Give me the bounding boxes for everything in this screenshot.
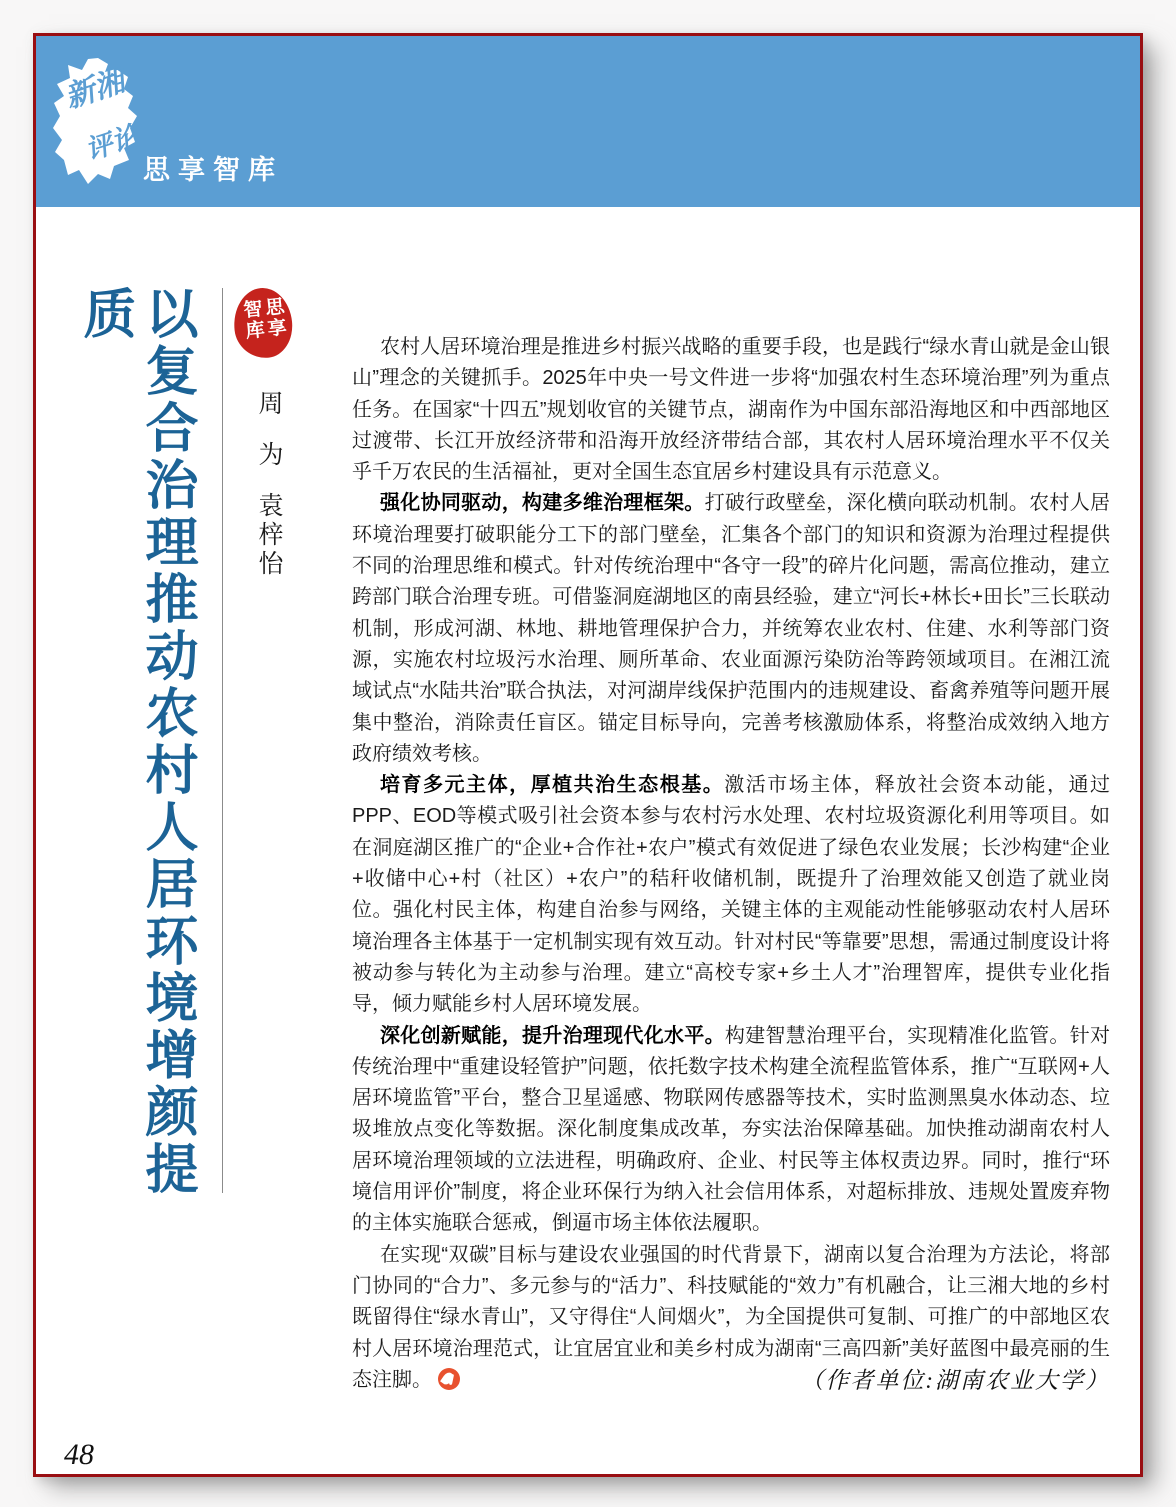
title-divider <box>222 288 223 1193</box>
brand-calligraphy-bottom: 评论 <box>81 120 143 166</box>
paragraph: 农村人居环境治理是推进乡村振兴战略的重要手段，也是践行“绿水青山就是金山银山”理念的关键抓手。2025年中央一号文件进一步将“加强农村生态环境治理”列为重点任务。在国家“十四五”规划收官的关键节点，湖南作为中国东部沿海地区和中西部地区过渡带、长江开放经济带和沿海开放经济带结合部，其农村人居环境治理水平不仅关乎千万农民的生活福祉，更对全国生态宜居乡村建设具有示范意义。 <box>352 336 1110 484</box>
page-number: 48 <box>64 1438 94 1471</box>
section-label: 思享智库 <box>143 155 283 185</box>
article-title: 以复合治理推动农村人居环境增颜提质 <box>76 286 197 1198</box>
author-name: 周 <box>255 390 282 419</box>
author-names <box>248 390 288 579</box>
author-name: 袁梓怡 <box>255 492 282 579</box>
paragraph-lead: 强化协同驱动，构建多维治理框架。 <box>380 492 705 515</box>
attribution: （作者单位:湖南农业大学） <box>800 1368 1110 1393</box>
article-body <box>352 332 1110 1396</box>
paragraph-lead: 培育多元主体，厚植共治生态根基。 <box>380 774 725 797</box>
paragraph: 在实现“双碳”目标与建设农业强国的时代背景下，湖南以复合治理为方法论，将部门协同的“合力”、多元参与的“活力”、科技赋能的“效力”有机融合，让三湘大地的乡村既留得住“绿水青山”，又守得住“人间烟火”，为全国提供可复制、可推广的中部地区农村人居环境治理范式，让宜居宜业和美乡村成为湖南“三高四新”美好蓝图中最亮丽的生态注脚。 <box>352 1243 1110 1391</box>
hunan-map-logo <box>50 56 146 188</box>
paragraph: 深化创新赋能，提升治理现代化水平。构建智慧治理平台，实现精准化监管。针对传统治理中“重建设轻管护”问题，依托数字技术构建全流程监管体系，推广“互联网+人居环境监管”平台，整合卫星遥感、物联网传感器等技术，实时监测黑臭水体动态、垃圾堆放点变化等数据。深化制度集成改革，夯实法治保障基础。加快推动湖南农村人居环境治理领域的立法进程，明确政府、企业、村民等主体权责边界。同时，推行“环境信用评价”制度，将企业环保行为纳入社会信用体系，对超标排放、违规处置废弃物的主体实施联合惩戒，倒逼市场主体依法履职。 <box>352 1024 1111 1235</box>
header-band <box>36 36 1140 207</box>
thinktank-seal-icon <box>231 285 296 361</box>
author-name: 为 <box>255 441 282 470</box>
paragraph: 强化协同驱动，构建多维治理框架。打破行政壁垒，深化横向联动机制。农村人居环境治理要打破职能分工下的部门壁垒，汇集各个部门的知识和资源为治理过程提供不同的治理思维和模式。针对传统治理中“各守一段”的碎片化问题，需高位推动，建立跨部门联合治理专班。可借鉴洞庭湖地区的南县经验，建立“河长+林长+田长”三长联动机制，形成河湖、林地、耕地管理保护合力，并统筹农业农村、住建、水利等部门资源，实施农村垃圾污水治理、厕所革命、农业面源污染防治等跨领域项目。在湘江流域试点“水陆共治”联合执法，对河湖岸线保护范围内的违规建设、畜禽养殖等问题开展集中整治，消除责任盲区。锚定目标导向，完善考核激励体系，将整治成效纳入地方政府绩效考核。 <box>352 492 1111 765</box>
brand-calligraphy-top: 新湘 <box>61 64 129 115</box>
paragraph: 培育多元主体，厚植共治生态根基。激活市场主体，释放社会资本动能，通过PPP、EOD等模式吸引社会资本参与农村污水处理、农村垃圾资源化利用等项目。如在洞庭湖区推广的“企业+合作社+农户”模式有效促进了绿色农业发展；长沙构建“企业+收储中心+村（社区）+农户”的秸秆收储机制，既提升了治理效能又创造了就业岗位。强化村民主体，构建自治参与网络，关键主体的主观能动性能够驱动农村人居环境治理各主体基于一定机制实现有效互动。针对村民“等靠要”思想，需通过制度设计将被动参与转化为主动参与治理。建立“高校专家+乡土人才”治理智库，提供专业化指导，倾力赋能乡村人居环境发展。 <box>352 774 1111 1016</box>
paragraph-lead: 深化创新赋能，提升治理现代化水平。 <box>380 1024 725 1047</box>
seal-text: 思享智库 <box>239 295 287 343</box>
magazine-page <box>33 33 1143 1477</box>
